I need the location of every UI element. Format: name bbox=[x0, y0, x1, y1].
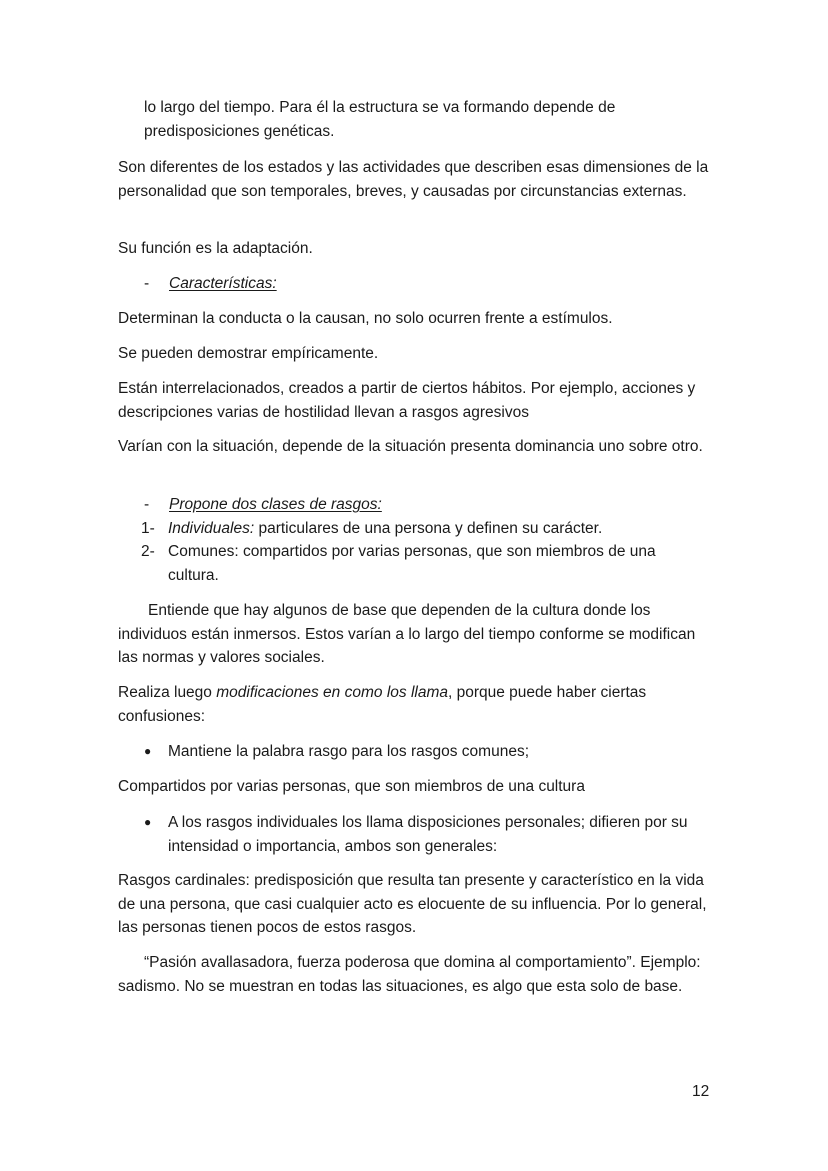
list-item-term: Individuales: bbox=[168, 520, 255, 537]
realiza-italic: modificaciones en como los llama bbox=[216, 684, 448, 701]
paragraph-estados: Son diferentes de los estados y las actividades que describen esas dimensiones de la personalidad que son temporales, breves, y causadas por circunstancias externas. bbox=[118, 159, 709, 200]
paragraph-pasion: “Pasión avallasadora, fuerza poderosa que domina al comportamiento”. Ejemplo: sadismo. No se muestran en todas las situaciones, es algo que esta solo de base. bbox=[118, 954, 701, 995]
heading-propone-label: Propone dos clases de rasgos: bbox=[169, 496, 382, 513]
list-item-text bbox=[168, 517, 728, 541]
list-item-description: particulares de una persona y definen su carácter. bbox=[254, 520, 603, 537]
list-dash-marker: - bbox=[144, 496, 150, 513]
heading-caracteristicas-label: Características: bbox=[169, 275, 277, 292]
paragraph-demostrar: Se pueden demostrar empíricamente. bbox=[118, 345, 379, 362]
list-item-description: Comunes: compartidos por varias personas, que son miembros de una cultura. bbox=[168, 543, 656, 584]
paragraph-varian: Varían con la situación, depende de la situación presenta dominancia uno sobre otro. bbox=[118, 438, 703, 455]
paragraph-entiende: Entiende que hay algunos de base que dependen de la cultura donde los individuos están inmersos. Estos varían a lo largo del tiempo conforme se modifican las normas y valores sociales. bbox=[118, 602, 696, 666]
paragraph-compartidos: Compartidos por varias personas, que son miembros de una cultura bbox=[118, 778, 585, 795]
realiza-after: , porque puede haber ciertas confusiones: bbox=[118, 684, 647, 725]
paragraph-cardinales: Rasgos cardinales: predisposición que resulta tan presente y característico en la vida de una persona, que casi cualquier acto es elocuente de su influencia. Por lo general, las personas tienen pocos de estos rasgos. bbox=[118, 872, 707, 936]
continuation-paragraph: lo largo del tiempo. Para él la estructura se va formando depende de predisposiciones genéticas. bbox=[144, 99, 616, 140]
paragraph-realiza bbox=[118, 681, 718, 728]
bullet-item-text: Mantiene la palabra rasgo para los rasgos comunes; bbox=[168, 743, 530, 760]
paragraph-interrelacionados: Están interrelacionados, creados a partir de ciertos hábitos. Por ejemplo, acciones y descripciones varias de hostilidad llevan a rasgos agresivos bbox=[118, 380, 696, 421]
bullet-icon: ● bbox=[144, 744, 152, 758]
bullet-item-text: A los rasgos individuales los llama disposiciones personales; difieren por su intensidad o importancia, ambos son generales: bbox=[168, 814, 688, 855]
page-number: 12 bbox=[692, 1083, 710, 1100]
paragraph-determinan: Determinan la conducta o la causan, no solo ocurren frente a estímulos. bbox=[118, 310, 613, 327]
realiza-before: Realiza luego bbox=[118, 684, 217, 701]
bullet-icon: ● bbox=[144, 815, 152, 829]
list-number-marker: 1- bbox=[141, 520, 155, 537]
list-dash-marker: - bbox=[144, 275, 150, 292]
list-number-marker: 2- bbox=[141, 543, 155, 560]
paragraph-funcion: Su función es la adaptación. bbox=[118, 240, 313, 257]
